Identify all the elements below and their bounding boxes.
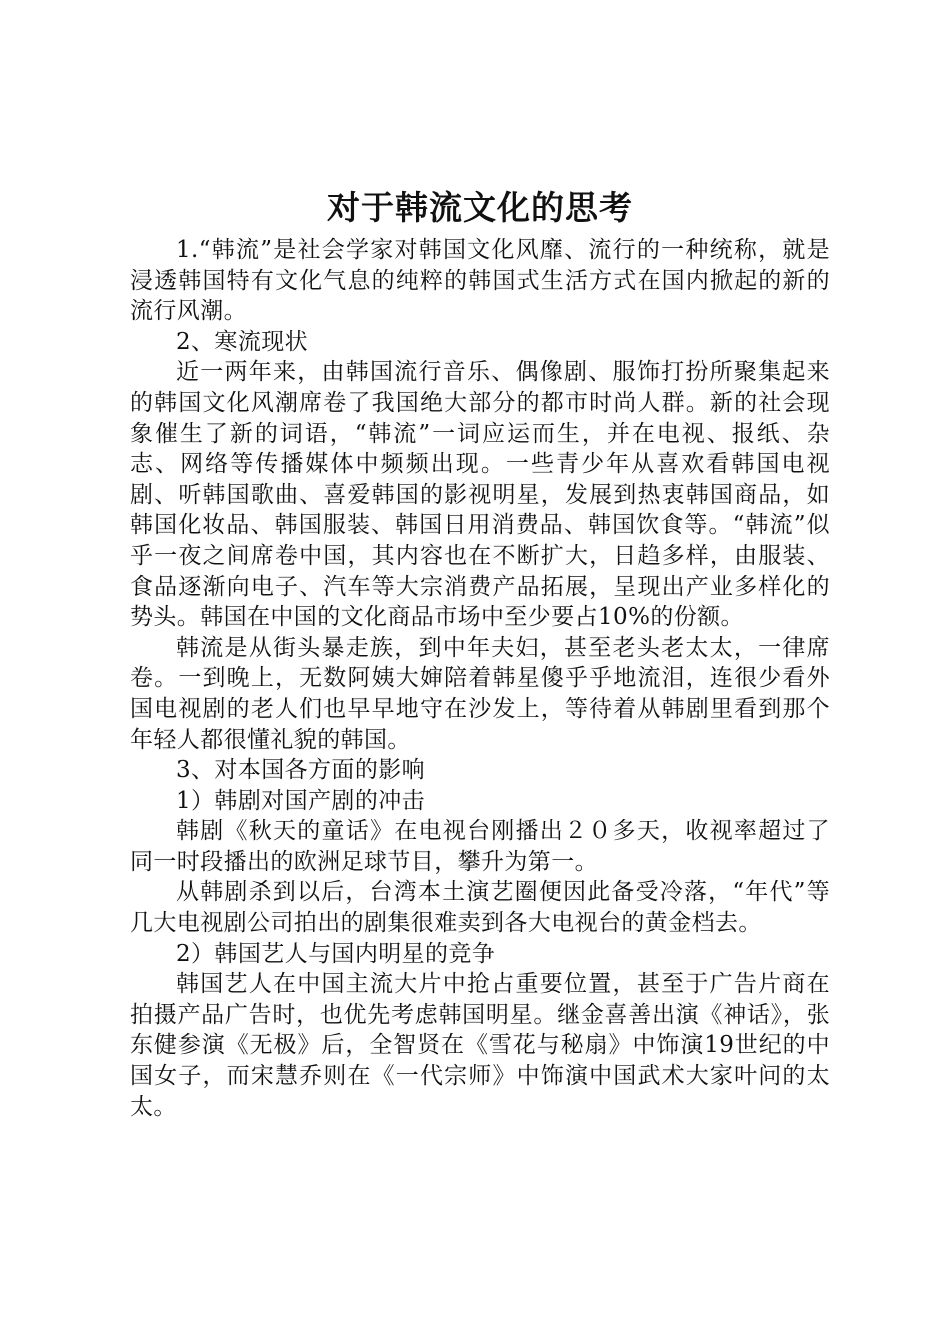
document-page	[130, 183, 830, 1122]
subheading-drama-impact: 1）韩剧对国产剧的冲击	[176, 787, 426, 814]
heading-domestic-impact: 3、对本国各方面的影响	[176, 757, 426, 784]
paragraph-status-audience: 韩流是从街头暴走族，到中年夫妇，甚至老头老太太，一律席卷。一到晚上，无数阿姨大婶陪着韩星傻乎乎地流泪，连很少看外国电视剧的老人们也早早地守在沙发上，等待着从韩剧里看到那个年轻人都很懂礼貌的韩国。	[130, 634, 830, 753]
heading-current-status: 2、寒流现状	[176, 328, 309, 355]
paragraph-taiwan-industry: 从韩剧杀到以后，台湾本土演艺圈便因此备受冷落，“年代”等几大电视剧公司拍出的剧集很难卖到各大电视台的黄金档去。	[130, 879, 830, 937]
paragraph-drama-ratings: 韩剧《秋天的童话》在电视台刚播出２０多天，收视率超过了同一时段播出的欧洲足球节目，攀升为第一。	[130, 818, 830, 875]
subheading-star-competition: 2）韩国艺人与国内明星的竞争	[176, 940, 496, 967]
paragraph-status-overview: 近一两年来，由韩国流行音乐、偶像剧、服饰打扮所聚集起来的韩国文化风潮席卷了我国绝大部分的都市时尚人群。新的社会现象催生了新的词语，“韩流”一词应运而生，并在电视、报纸、杂志、网络等传播媒体中频频出现。一些青少年从喜欢看韩国电视剧、听韩国歌曲、喜爱韩国的影视明星，发展到热衷韩国商品，如韩国化妆品、韩国服装、韩国日用消费品、韩国饮食等。“韩流”似乎一夜之间席卷中国，其内容也在不断扩大，日趋多样，由服装、食品逐渐向电子、汽车等大宗消费产品拓展，呈现出产业多样化的势头。韩国在中国的文化商品市场中至少要占10%的份额。	[130, 359, 830, 631]
document-title: 对于韩流文化的思考	[327, 188, 633, 227]
paragraph-korean-stars: 韩国艺人在中国主流大片中抢占重要位置，甚至于广告片商在拍摄产品广告时，也优先考虑韩国明星。继金喜善出演《神话》，张东健参演《无极》后，全智贤在《雪花与秘扇》中饰演19世纪的中国女子，而宋慧乔则在《一代宗师》中饰演中国武术大家叶问的太太。	[130, 971, 830, 1120]
paragraph-intro-definition: 1.“韩流”是社会学家对韩国文化风靡、流行的一种统称，就是浸透韩国特有文化气息的纯粹的韩国式生活方式在国内掀起的新的流行风潮。	[130, 237, 830, 325]
